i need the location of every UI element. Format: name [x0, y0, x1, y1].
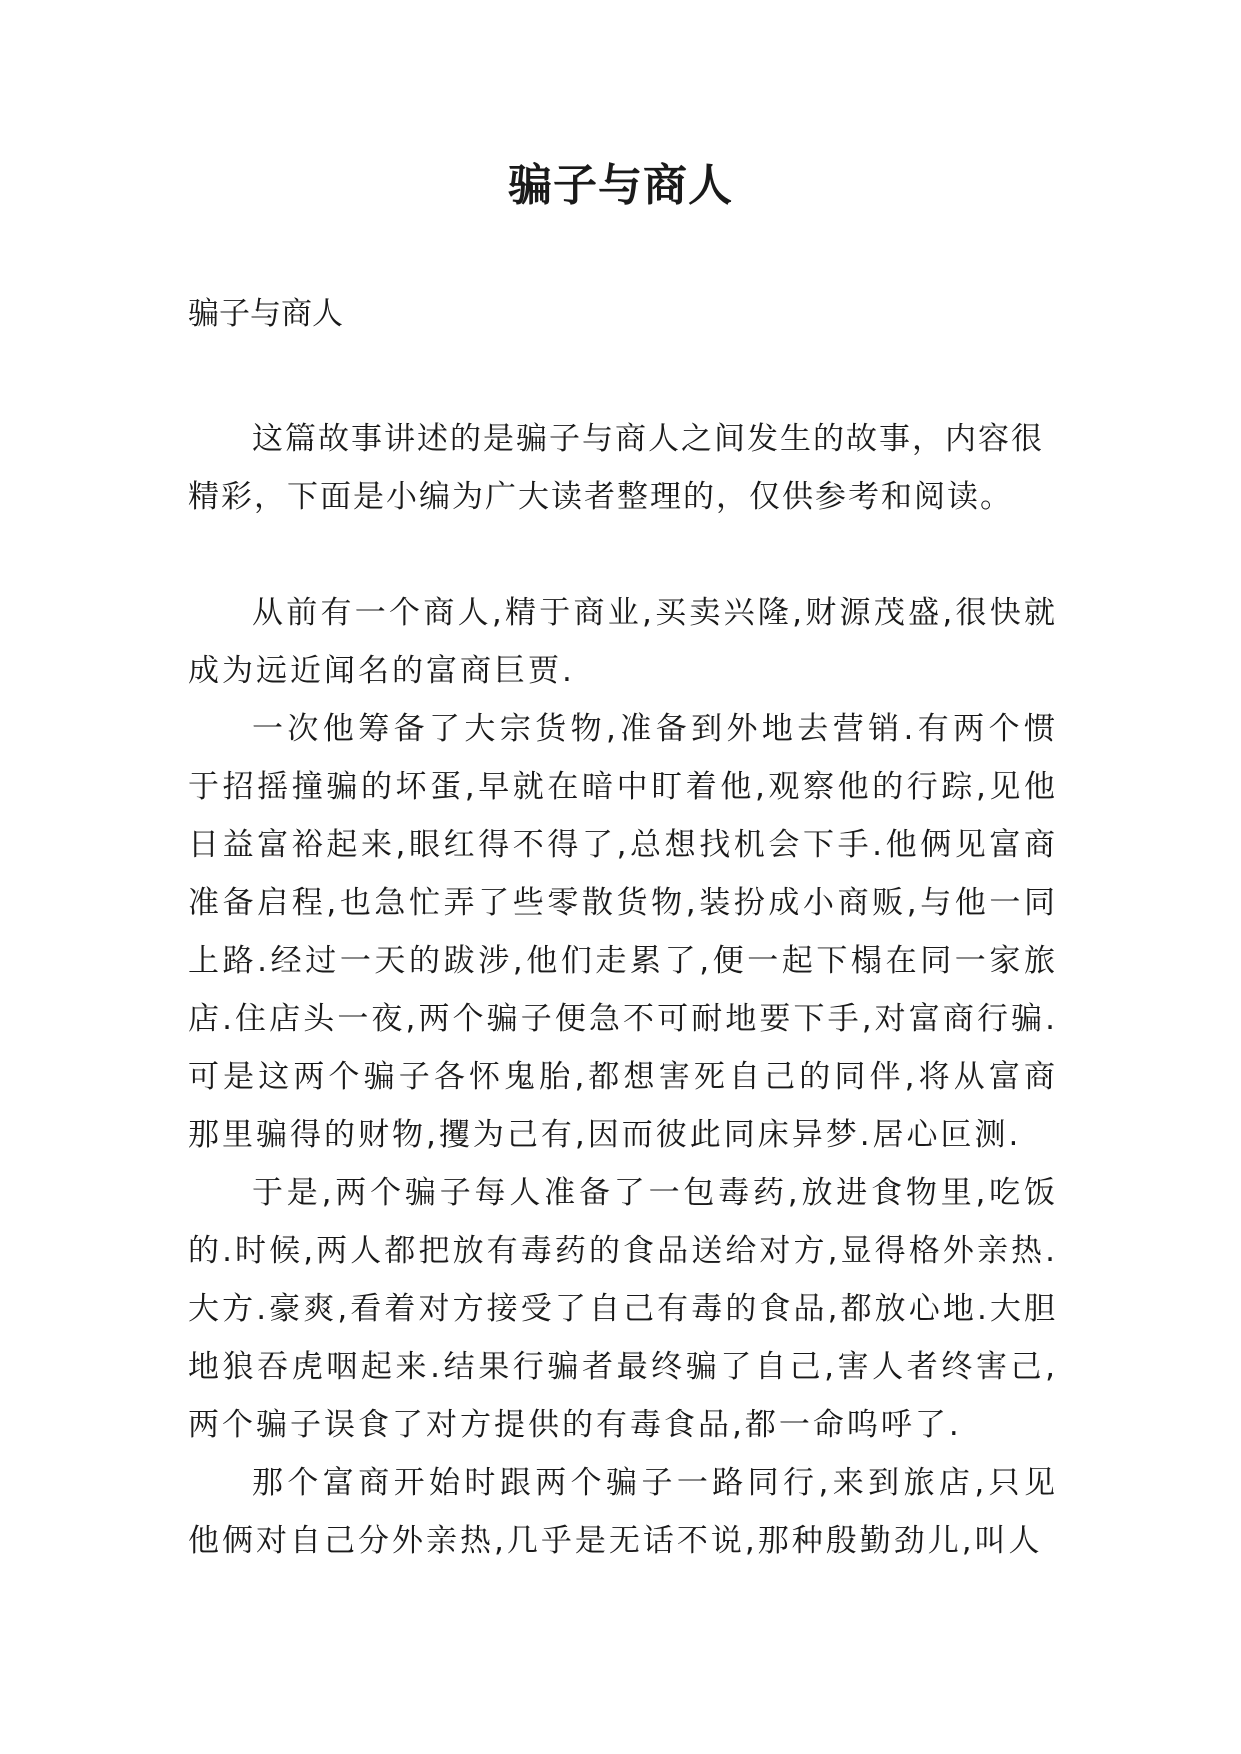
intro-paragraph: 这篇故事讲述的是骗子与商人之间发生的故事，内容很精彩，下面是小编为广大读者整理的，仅供参考和阅读。	[188, 421, 1044, 515]
story-paragraph: 那个富商开始时跟两个骗子一路同行,来到旅店,只见他俩对自己分外亲热,几乎是无话不说,那种殷勤劲儿,叫人	[188, 1465, 1058, 1559]
story-paragraph: 一次他筹备了大宗货物,准备到外地去营销.有两个惯于招摇撞骗的坏蛋,早就在暗中盯着他,观察他的行踪,见他日益富裕起来,眼红得不得了,总想找机会下手.他俩见富商准备启程,也急忙弄了些零散货物,装扮成小商贩,与他一同上路.经过一天的跋涉,他们走累了,便一起下榻在同一家旅店.住店头一夜,两个骗子便急不可耐地要下手,对富商行骗.可是这两个骗子各怀鬼胎,都想害死自己的同伴,将从富商那里骗得的财物,攫为己有,因而彼此同床异梦.居心叵测.	[188, 711, 1058, 1153]
story-body	[188, 584, 1058, 1570]
document-title: 骗子与商人	[508, 160, 733, 211]
document-subtitle: 骗子与商人	[188, 296, 343, 332]
story-paragraph: 从前有一个商人,精于商业,买卖兴隆,财源茂盛,很快就成为远近闻名的富商巨贾.	[188, 595, 1058, 689]
story-paragraph: 于是,两个骗子每人准备了一包毒药,放进食物里,吃饭的.时候,两人都把放有毒药的食品送给对方,显得格外亲热.大方.豪爽,看着对方接受了自己有毒的食品,都放心地.大胆地狼吞虎咽起来.结果行骗者最终骗了自己,害人者终害己,两个骗子误食了对方提供的有毒食品,都一命呜呼了.	[188, 1175, 1058, 1443]
